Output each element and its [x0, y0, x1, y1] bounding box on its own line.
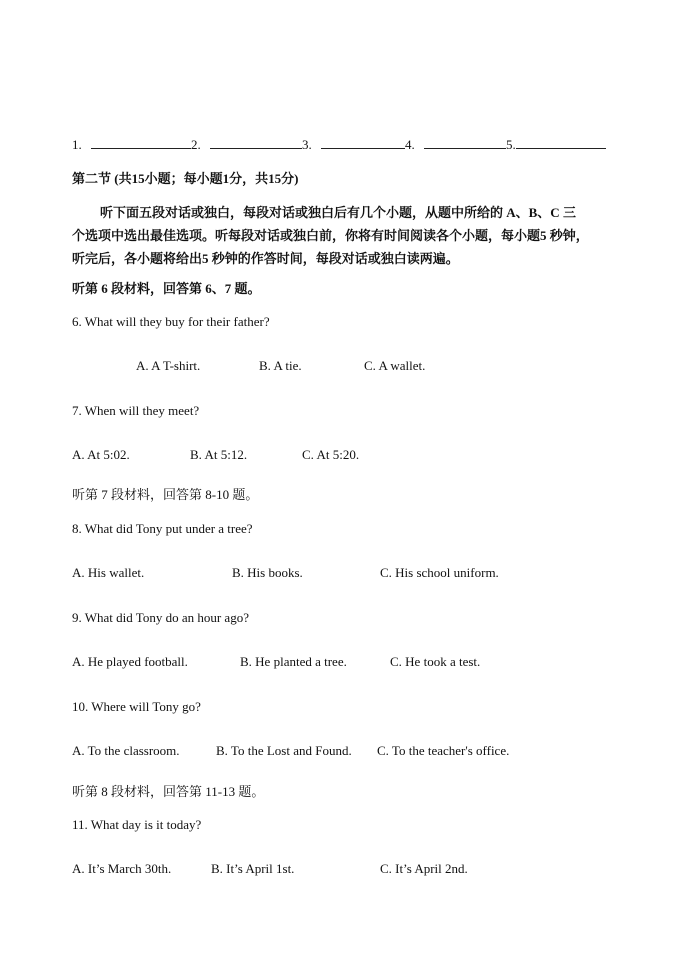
blank-label-3: 3.: [302, 137, 312, 152]
q9-option-b[interactable]: B. He planted a tree.: [240, 654, 347, 669]
q7-option-c[interactable]: C. At 5:20.: [302, 447, 360, 462]
q11-option-a[interactable]: A. It’s March 30th.: [72, 861, 172, 876]
q10-option-c[interactable]: C. To the teacher's office.: [377, 743, 510, 758]
question-9: 9. What did Tony do an hour ago?: [72, 610, 249, 625]
instructions-line-1: 听下面五段对话或独白，每段对话或独白后有几个小题，从题中所给的 A、B、C 三: [100, 205, 576, 220]
q8-option-a[interactable]: A. His wallet.: [72, 565, 145, 580]
q6-option-c[interactable]: C. A wallet.: [364, 358, 426, 373]
q8-option-c[interactable]: C. His school uniform.: [380, 565, 499, 580]
material-8-heading: 听第 8 段材料，回答第 11-13 题。: [72, 784, 265, 799]
q6-option-a[interactable]: A. A T-shirt.: [136, 358, 201, 373]
answer-blank-4[interactable]: [424, 136, 506, 149]
question-8: 8. What did Tony put under a tree?: [72, 521, 253, 536]
instructions-line-3: 听完后，各小题将给出5 秒钟的作答时间，每段对话或独白读两遍。: [72, 251, 459, 266]
answer-blank-2[interactable]: [210, 136, 302, 149]
q10-option-b[interactable]: B. To the Lost and Found.: [216, 743, 352, 758]
q7-option-b[interactable]: B. At 5:12.: [190, 447, 248, 462]
blank-label-2: 2.: [191, 137, 201, 152]
blank-label-1: 1.: [72, 137, 82, 152]
blank-label-5: 5.: [506, 137, 516, 152]
q9-option-a[interactable]: A. He played football.: [72, 654, 188, 669]
question-6: 6. What will they buy for their father?: [72, 314, 270, 329]
answer-blank-3[interactable]: [321, 136, 405, 149]
instructions-line-2: 个选项中选出最佳选项。听每段对话或独白前，你将有时间阅读各个小题，每小题5 秒钟，: [72, 228, 589, 243]
answer-blank-5[interactable]: [516, 136, 606, 149]
material-7-heading: 听第 7 段材料，回答第 8-10 题。: [72, 487, 259, 502]
q8-option-b[interactable]: B. His books.: [232, 565, 303, 580]
blank-label-4: 4.: [405, 137, 415, 152]
answer-blanks-row: [72, 136, 606, 153]
question-10: 10. Where will Tony go?: [72, 699, 201, 714]
q10-option-a[interactable]: A. To the classroom.: [72, 743, 180, 758]
q9-option-c[interactable]: C. He took a test.: [390, 654, 481, 669]
question-11: 11. What day is it today?: [72, 817, 202, 832]
q11-option-c[interactable]: C. It’s April 2nd.: [380, 861, 468, 876]
answer-blank-1[interactable]: [91, 136, 191, 149]
q7-option-a[interactable]: A. At 5:02.: [72, 447, 130, 462]
material-6-heading: 听第 6 段材料，回答第 6、7 题。: [72, 281, 261, 296]
question-7: 7. When will they meet?: [72, 403, 200, 418]
section-header: 第二节 (共15小题；每小题1分，共15分): [72, 171, 299, 186]
q6-option-b[interactable]: B. A tie.: [259, 358, 302, 373]
q11-option-b[interactable]: B. It’s April 1st.: [211, 861, 295, 876]
instructions-paragraph: [72, 201, 624, 270]
